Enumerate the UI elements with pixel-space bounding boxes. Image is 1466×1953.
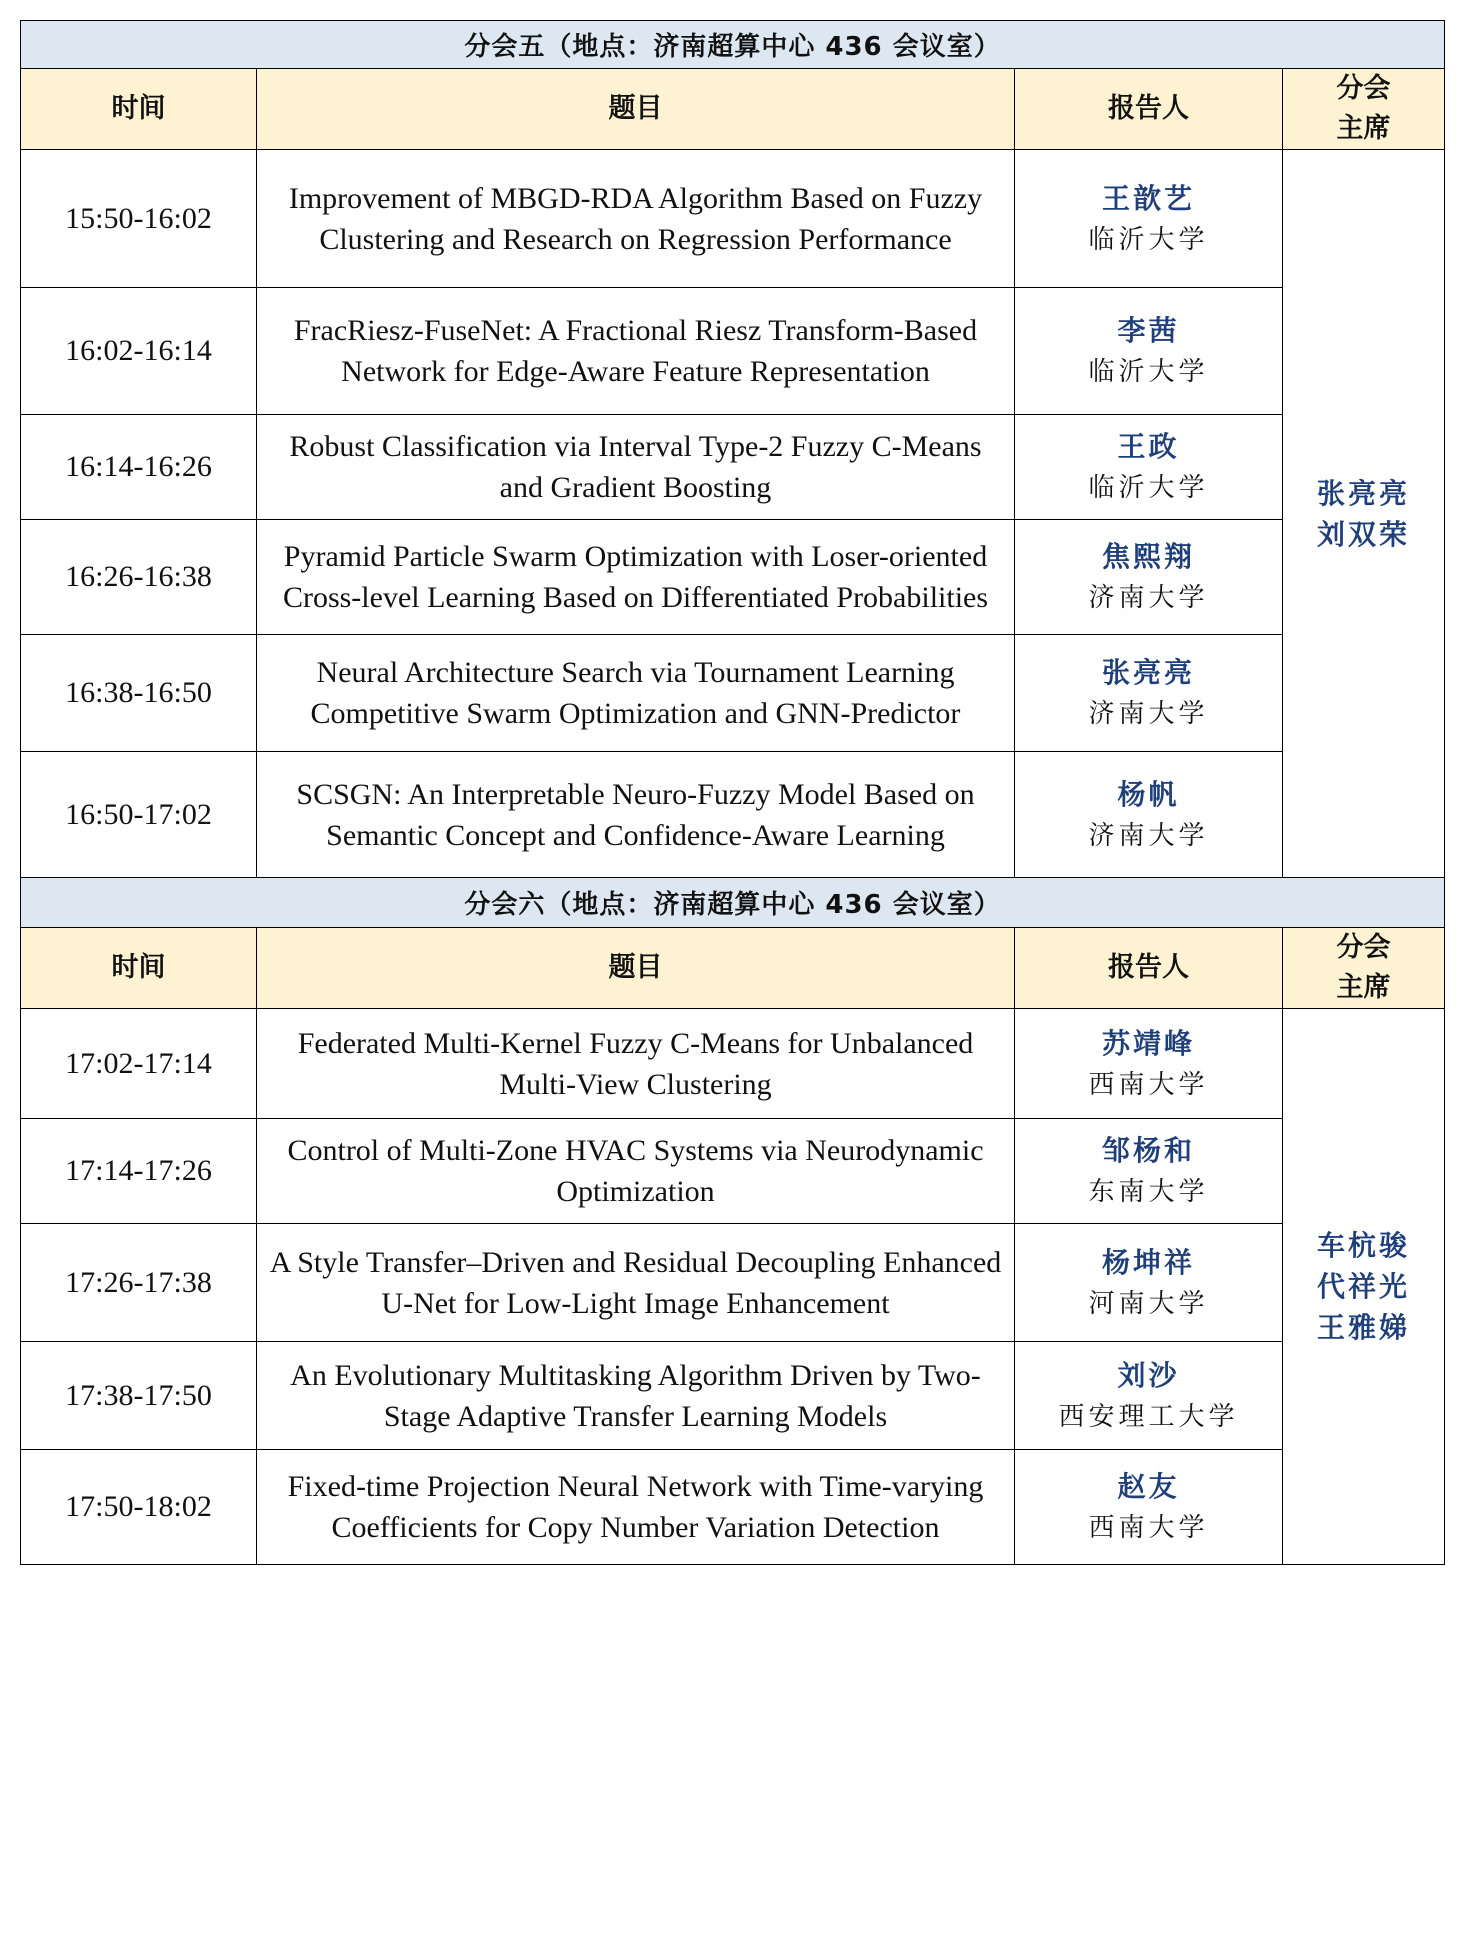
time-cell: 16:26-16:38	[21, 520, 257, 635]
header-speaker: 报告人	[1015, 69, 1283, 150]
speaker-affiliation: 济南大学	[1088, 583, 1209, 613]
title-cell: Pyramid Particle Swarm Optimization with Loser-oriented Cross-level Learning Based on Differentiated Probabilities	[257, 520, 1015, 635]
speaker-affiliation: 西安理工大学	[1058, 1401, 1239, 1432]
session-title-row	[21, 21, 1445, 69]
header-chair: 分会 主席	[1283, 928, 1445, 1009]
chair-name: 刘双荣	[1317, 517, 1411, 551]
table-row	[21, 1342, 1445, 1450]
speaker-name: 杨帆	[1117, 777, 1180, 811]
title-cell: FracRiesz-FuseNet: A Fractional Riesz Transform-Based Network for Edge-Aware Feature Representation	[257, 288, 1015, 415]
table-row	[21, 1119, 1445, 1224]
speaker-name: 王政	[1117, 430, 1180, 463]
speaker-affiliation: 临沂大学	[1088, 473, 1209, 503]
header-time: 时间	[21, 69, 257, 150]
speaker-affiliation: 临沂大学	[1088, 357, 1209, 387]
speaker-cell	[1015, 1342, 1283, 1450]
speaker-name: 邹杨和	[1101, 1134, 1195, 1167]
speaker-affiliation: 临沂大学	[1088, 224, 1209, 255]
session-title: 分会五（地点：济南超算中心 436 会议室）	[21, 21, 1445, 69]
speaker-name: 焦熙翔	[1101, 540, 1195, 573]
session-title-row	[21, 878, 1445, 928]
time-cell: 15:50-16:02	[21, 150, 257, 288]
header-topic: 题目	[257, 928, 1015, 1009]
speaker-name: 苏靖峰	[1101, 1026, 1195, 1060]
header-topic: 题目	[257, 69, 1015, 150]
speaker-name: 王歆艺	[1101, 181, 1195, 215]
table-row	[21, 1450, 1445, 1565]
header-time: 时间	[21, 928, 257, 1009]
speaker-cell	[1015, 1224, 1283, 1342]
title-cell: Fixed-time Projection Neural Network with Time-varying Coefficients for Copy Number Variation Detection	[257, 1450, 1015, 1565]
table-row	[21, 635, 1445, 752]
speaker-affiliation: 河南大学	[1088, 1288, 1209, 1319]
title-cell: Federated Multi-Kernel Fuzzy C-Means for Unbalanced Multi-View Clustering	[257, 1009, 1015, 1119]
title-cell: Improvement of MBGD-RDA Algorithm Based on Fuzzy Clustering and Research on Regression Performance	[257, 150, 1015, 288]
time-cell: 17:14-17:26	[21, 1119, 257, 1224]
speaker-affiliation: 济南大学	[1088, 820, 1209, 851]
speaker-cell	[1015, 150, 1283, 288]
speaker-affiliation: 济南大学	[1088, 699, 1209, 729]
header-chair: 分会 主席	[1283, 69, 1445, 150]
header-speaker: 报告人	[1015, 928, 1283, 1009]
title-cell: An Evolutionary Multitasking Algorithm Driven by Two-Stage Adaptive Transfer Learning Models	[257, 1342, 1015, 1450]
session-chairs	[1283, 150, 1445, 878]
speaker-affiliation: 东南大学	[1088, 1177, 1209, 1207]
time-cell: 17:38-17:50	[21, 1342, 257, 1450]
speaker-affiliation: 西南大学	[1088, 1513, 1209, 1543]
table-row	[21, 150, 1445, 288]
title-cell: Control of Multi-Zone HVAC Systems via Neurodynamic Optimization	[257, 1119, 1015, 1224]
time-cell: 17:26-17:38	[21, 1224, 257, 1342]
time-cell: 16:50-17:02	[21, 752, 257, 878]
schedule-page	[20, 20, 1444, 1565]
title-cell: Neural Architecture Search via Tournament Learning Competitive Swarm Optimization and GNN-Predictor	[257, 635, 1015, 752]
header-row	[21, 69, 1445, 150]
speaker-cell	[1015, 1119, 1283, 1224]
speaker-name: 杨坤祥	[1101, 1245, 1195, 1279]
speaker-cell	[1015, 635, 1283, 752]
time-cell: 17:02-17:14	[21, 1009, 257, 1119]
speaker-cell	[1015, 1009, 1283, 1119]
chair-name: 张亮亮	[1317, 476, 1411, 510]
speaker-name: 赵友	[1117, 1470, 1180, 1503]
session-chairs	[1283, 1009, 1445, 1565]
time-cell: 16:38-16:50	[21, 635, 257, 752]
table-row	[21, 288, 1445, 415]
chair-name: 代祥光	[1317, 1270, 1411, 1303]
speaker-name: 刘沙	[1117, 1358, 1180, 1392]
chair-name: 王雅娣	[1317, 1311, 1411, 1344]
table-row	[21, 1224, 1445, 1342]
table-row	[21, 1009, 1445, 1119]
speaker-cell	[1015, 520, 1283, 635]
speaker-cell	[1015, 1450, 1283, 1565]
speaker-name: 李茜	[1117, 314, 1180, 347]
time-cell: 16:14-16:26	[21, 415, 257, 520]
speaker-cell	[1015, 288, 1283, 415]
speaker-cell	[1015, 415, 1283, 520]
title-cell: SCSGN: An Interpretable Neuro-Fuzzy Model Based on Semantic Concept and Confidence-Aware Learning	[257, 752, 1015, 878]
table-row	[21, 520, 1445, 635]
speaker-name: 张亮亮	[1101, 656, 1195, 689]
table-row	[21, 415, 1445, 520]
speaker-affiliation: 西南大学	[1088, 1069, 1209, 1100]
speaker-cell	[1015, 752, 1283, 878]
time-cell: 16:02-16:14	[21, 288, 257, 415]
header-row	[21, 928, 1445, 1009]
session-title: 分会六（地点：济南超算中心 436 会议室）	[21, 878, 1445, 928]
table-row	[21, 752, 1445, 878]
chair-name: 车杭骏	[1317, 1229, 1411, 1262]
schedule-table	[20, 20, 1445, 1565]
title-cell: A Style Transfer–Driven and Residual Decoupling Enhanced U-Net for Low-Light Image Enhancement	[257, 1224, 1015, 1342]
title-cell: Robust Classification via Interval Type-2 Fuzzy C-Means and Gradient Boosting	[257, 415, 1015, 520]
time-cell: 17:50-18:02	[21, 1450, 257, 1565]
